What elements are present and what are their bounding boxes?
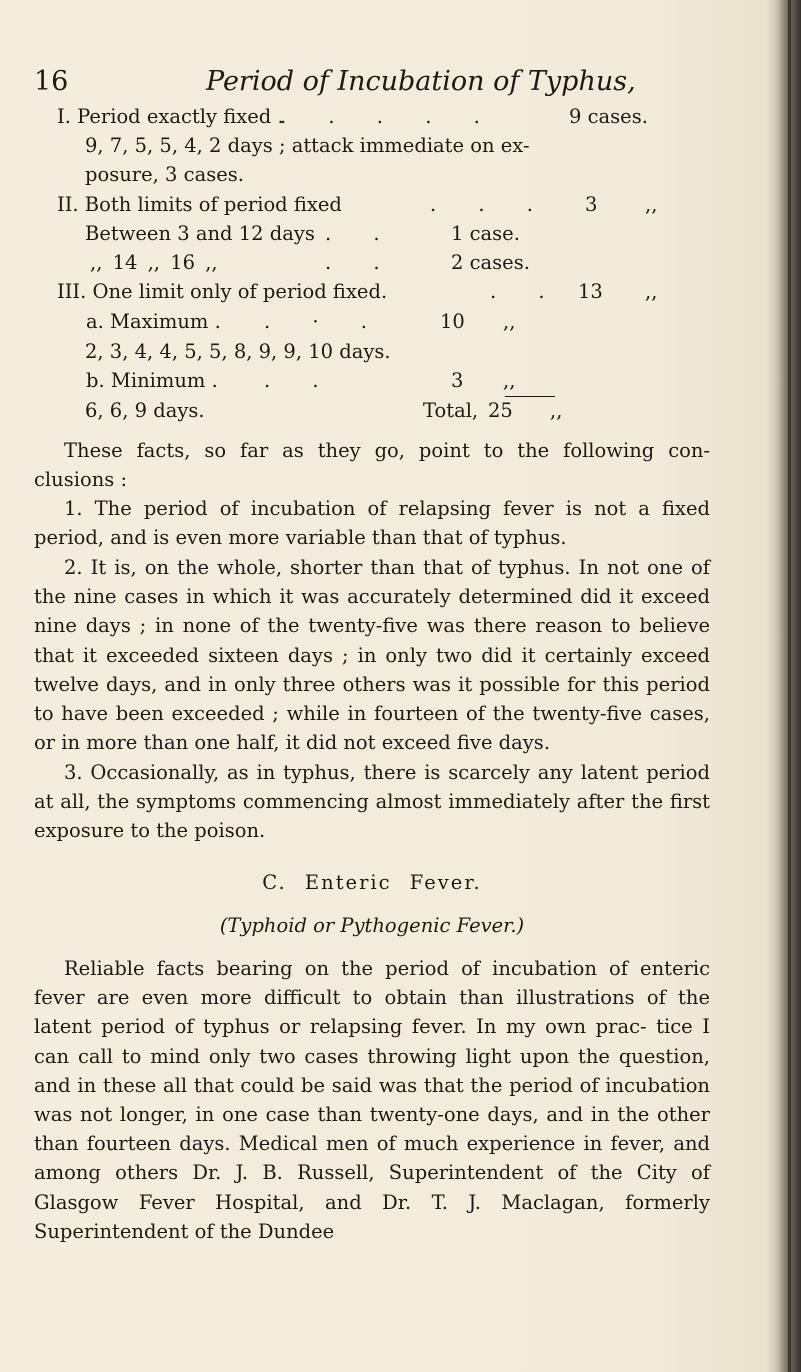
page-number: 16 xyxy=(34,66,69,97)
row-ii-b-label: ,, 14 ,, 16 ,, xyxy=(90,251,218,274)
row-i-count: 9 cases. xyxy=(569,105,648,128)
total-label: Total, xyxy=(423,399,479,422)
row-iii-count: 13 xyxy=(578,280,603,303)
page-header xyxy=(34,66,694,106)
total-count: 25 xyxy=(488,399,513,422)
row-i-detail-line1: 9, 7, 5, 5, 4, 2 days ; attack immediate on ex- xyxy=(85,134,530,157)
total-ditto: ,, xyxy=(550,399,563,422)
row-iii-b-label: b. Minimum . xyxy=(86,369,218,392)
row-iii-a-count: 10 xyxy=(440,310,465,333)
row-iii-a-detail: 2, 3, 4, 4, 5, 5, 8, 9, 9, 10 days. xyxy=(85,340,391,363)
row-ii-label: II. Both limits of period fixed xyxy=(57,193,342,216)
row-ii-b-count: 2 cases. xyxy=(451,251,530,274)
row-iii-b-dots: . . xyxy=(264,369,337,392)
row-iii-a-ditto: ,, xyxy=(503,310,516,333)
row-ii-a-dots: . . xyxy=(325,222,398,245)
running-title: Period of Incubation of Typhus, xyxy=(206,66,636,97)
row-iii-label: III. One limit only of period fixed. xyxy=(57,280,388,303)
row-iii-ditto: ,, xyxy=(645,280,658,303)
row-iii-a-label: a. Maximum . xyxy=(86,310,221,333)
total-rule xyxy=(505,396,555,397)
row-i-label: I. Period exactly fixed . xyxy=(57,105,284,128)
section-title-word2: Fever. xyxy=(409,871,482,894)
row-iii-dots: . . xyxy=(490,280,563,303)
row-ii-a-label: Between 3 and 12 days xyxy=(85,222,315,245)
row-iii-b-detail: 6, 6, 9 days. xyxy=(85,399,205,422)
row-iii-b-count: 3 xyxy=(451,369,464,392)
book-spine-edge xyxy=(788,0,791,1372)
row-i-detail-line2: posure, 3 cases. xyxy=(85,163,244,186)
row-ii-b-dots: . . xyxy=(325,251,398,274)
conclusions-intro: These facts, so far as they go, point to the following con- clusions : xyxy=(34,439,710,492)
row-ii-dots: . . . xyxy=(430,193,551,216)
row-ii-a-count: 1 case. xyxy=(451,222,520,245)
enteric-fever-paragraph: Reliable facts bearing on the period of incubation of enteric fever are even more difficult to obtain than illustrations of the latent period of typhus or relapsing fever. In my own prac- tice I can call to mind only two cases throwing light upon the question, and in these all that could be said was that the period of incubation was not longer, in one case than twenty-one days, and in the other than fourteen days. Medical men of much experience in fever, and among others Dr. J. B. Russell, Superintendent of the City of Glasgow Fever Hospital, and Dr. T. J. Maclagan, formerly Superintendent of the Dundee xyxy=(34,957,710,1243)
section-title-word1: Enteric xyxy=(304,871,392,894)
section-letter: C. xyxy=(262,871,287,894)
row-iii-a-dots: . · . xyxy=(264,310,385,333)
conclusion-point-3: 3. Occasionally, as in typhus, there is scarcely any latent period at all, the symptoms commencing almost immediately after the first exposure to the poison. xyxy=(34,761,710,843)
conclusion-point-1: 1. The period of incubation of relapsing fever is not a fixed period, and is even more variable than that of typhus. xyxy=(34,497,710,550)
row-i-dots: . . . . . xyxy=(280,105,498,128)
conclusion-point-2: 2. It is, on the whole, shorter than that of typhus. In not one of the nine cases in which it was accurately determined did it exceed nine days ; in none of the twenty-five was there reason to believe that it exceeded sixteen days ; in only two did it certainly exceed twelve days, and in only three others was it possible for this period to have been exceeded ; while in fourteen of the twenty-five cases, or in more than one half, it did not exceed five days. xyxy=(34,556,710,755)
book-spine-shadow xyxy=(767,0,801,1372)
row-ii-count: 3 xyxy=(585,193,598,216)
row-iii-b-ditto: ,, xyxy=(503,369,516,392)
row-ii-ditto: ,, xyxy=(645,193,658,216)
section-subtitle: (Typhoid or Pythogenic Fever.) xyxy=(219,914,525,937)
section-heading xyxy=(34,871,710,894)
